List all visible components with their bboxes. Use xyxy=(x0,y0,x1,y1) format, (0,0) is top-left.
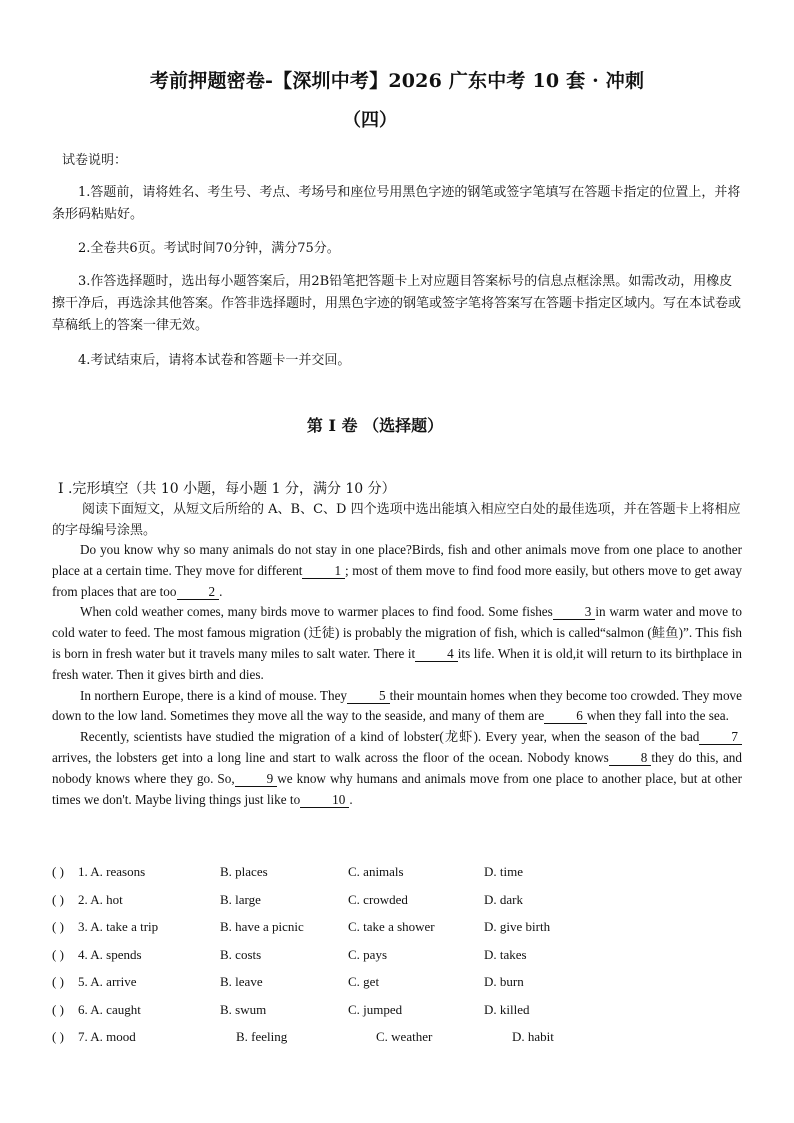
option-d: D. time xyxy=(484,864,523,879)
question-row xyxy=(52,974,752,1002)
option-a: 7. A. mood xyxy=(78,1029,136,1044)
option-d: D. dark xyxy=(484,891,523,907)
option-b: B. large xyxy=(220,891,261,907)
passage-text: Do you know why so many animals do not stay in one place?Birds, fish and other animals move from one place to another place at a certain time. They move for different xyxy=(52,542,742,578)
answer-bracket: ( ) xyxy=(52,864,64,879)
question-list xyxy=(52,864,752,1057)
passage-paragraph-3 xyxy=(52,686,742,728)
option-d: D. killed xyxy=(484,1001,530,1017)
option-a: 5. A. arrive xyxy=(78,974,137,989)
option-b: B. have a picnic xyxy=(220,919,304,934)
passage-text: its life. When it is old,it will return to its birthplace in fresh water. Then it gives birth and dies. xyxy=(52,645,742,682)
option-a: 1. A. reasons xyxy=(78,864,146,879)
question-row xyxy=(52,892,752,920)
blank-9: 9 xyxy=(235,771,278,787)
question-row xyxy=(52,919,752,947)
passage-paragraph-1 xyxy=(52,540,742,602)
question-row xyxy=(52,864,752,892)
answer-bracket: ( ) xyxy=(52,946,64,962)
note-item-3: 3.作答选择题时，选出每小题答案后，用2B铅笔把答题卡上对应题目答案标号的信息点框涂黑。如需改动，用橡皮擦干净后，再选涂其他答案。作答非选择题时，用黑色字迹的钢笔或签字笔将答案写在答题卡指定区域内。写在本试卷或草稿纸上的答案一律无效。 xyxy=(52,274,742,333)
passage-text: ; most of them move to find food more easily, but others move to get away from places that are too xyxy=(52,562,742,599)
passage-text: in warm water and move to cold water to feed. The most famous migration (迁徒) is probably the migration of fish, which is called“salmon (鲑鱼)”. This fish is born in fresh water but it travels many miles to salt water. There it xyxy=(52,604,743,661)
exam-subtitle: （四） xyxy=(343,110,397,131)
option-b: B. leave xyxy=(220,974,263,989)
answer-bracket: ( ) xyxy=(52,1001,64,1017)
blank-8: 8 xyxy=(609,750,652,766)
answer-bracket: ( ) xyxy=(52,974,64,989)
answer-bracket: ( ) xyxy=(52,919,64,934)
answer-bracket: ( ) xyxy=(52,1029,64,1044)
option-b: B. costs xyxy=(220,946,262,962)
passage-paragraph-4 xyxy=(52,727,742,810)
blank-4: 4 xyxy=(415,646,458,662)
blank-3: 3 xyxy=(553,604,596,620)
answer-bracket: ( ) xyxy=(52,891,64,907)
note-item-2: 2.全卷共6页。考试时间70分钟，满分75分。 xyxy=(78,241,340,256)
blank-10: 10 xyxy=(300,792,349,808)
passage-text: when they fall into the sea. xyxy=(586,708,729,724)
option-c: C. jumped xyxy=(348,1001,403,1017)
option-d: D. takes xyxy=(484,946,527,962)
passage-text: . xyxy=(349,791,353,807)
option-c: C. pays xyxy=(348,946,387,962)
option-c: C. weather xyxy=(376,1029,433,1044)
option-d: D. give birth xyxy=(484,919,551,934)
passage-text: we know why humans and animals move from one place to another place, but at other times we don't. Maybe living things just like to xyxy=(52,770,742,807)
passage-text: arrives, the lobsters get into a long line and start to walk across the floor of the ocean. Nobody knows xyxy=(52,749,609,765)
blank-6: 6 xyxy=(544,708,587,724)
option-d: D. habit xyxy=(512,1029,554,1044)
passage-text: they do this, and nobody knows where they go. So, xyxy=(52,749,742,786)
option-c: C. get xyxy=(348,974,380,989)
question-row xyxy=(52,1029,752,1057)
question-row xyxy=(52,947,752,975)
option-b: B. places xyxy=(220,864,268,879)
option-a: 2. A. hot xyxy=(78,891,123,907)
option-b: B. feeling xyxy=(236,1029,288,1044)
option-a: 3. A. take a trip xyxy=(78,919,159,934)
passage-paragraph-2 xyxy=(52,602,742,685)
option-c: C. crowded xyxy=(348,891,408,907)
exam-title: 考前押题密卷-【深圳中考】2026 广东中考 10 套 · 冲刺 xyxy=(149,70,645,92)
passage-text: In northern Europe, there is a kind of mouse. They xyxy=(80,687,348,703)
part-instruction: 阅读下面短文，从短文后所给的 A、B、C、D 四个选项中选出能填入相应空白处的最佳选项，并在答题卡上将相应的字母编号涂黑。 xyxy=(52,502,741,538)
blank-2: 2 xyxy=(177,584,220,600)
option-b: B. swum xyxy=(220,1001,267,1017)
option-a: 6. A. caught xyxy=(78,1001,141,1017)
note-item-4: 4.考试结束后，请将本试卷和答题卡一并交回。 xyxy=(78,353,351,368)
option-c: C. animals xyxy=(348,864,404,879)
passage-text: Recently, scientists have studied the migration of a kind of lobster(龙虾). Every year, when the season of the bad xyxy=(80,729,700,745)
option-c: C. take a shower xyxy=(348,919,435,934)
option-d: D. burn xyxy=(484,974,524,989)
note-item-1: 1.答题前，请将姓名、考生号、考点、考场号和座位号用黑色字迹的钢笔或签字笔填写在答题卡指定的位置上，并将条形码粘贴好。 xyxy=(52,185,741,222)
blank-5: 5 xyxy=(347,688,390,704)
section-title: 第 I 卷 （选择题） xyxy=(306,416,444,435)
passage-text: their mountain homes when they become too crowded. They move down to the low land. Sometimes they move all the way to the seaside, and many of them are xyxy=(52,687,742,724)
part-heading: I .完形填空（共 10 小题，每小题 1 分，满分 10 分） xyxy=(58,481,396,497)
notes-heading: 试卷说明： xyxy=(62,153,128,168)
blank-1: 1 xyxy=(302,563,345,579)
cloze-passage xyxy=(52,540,742,810)
option-a: 4. A. spends xyxy=(78,946,142,962)
passage-text: When cold weather comes, many birds move to warmer places to find food. Some fishes xyxy=(80,604,553,620)
passage-text: . xyxy=(219,583,223,599)
blank-7: 7 xyxy=(699,729,742,745)
question-row xyxy=(52,1002,752,1030)
